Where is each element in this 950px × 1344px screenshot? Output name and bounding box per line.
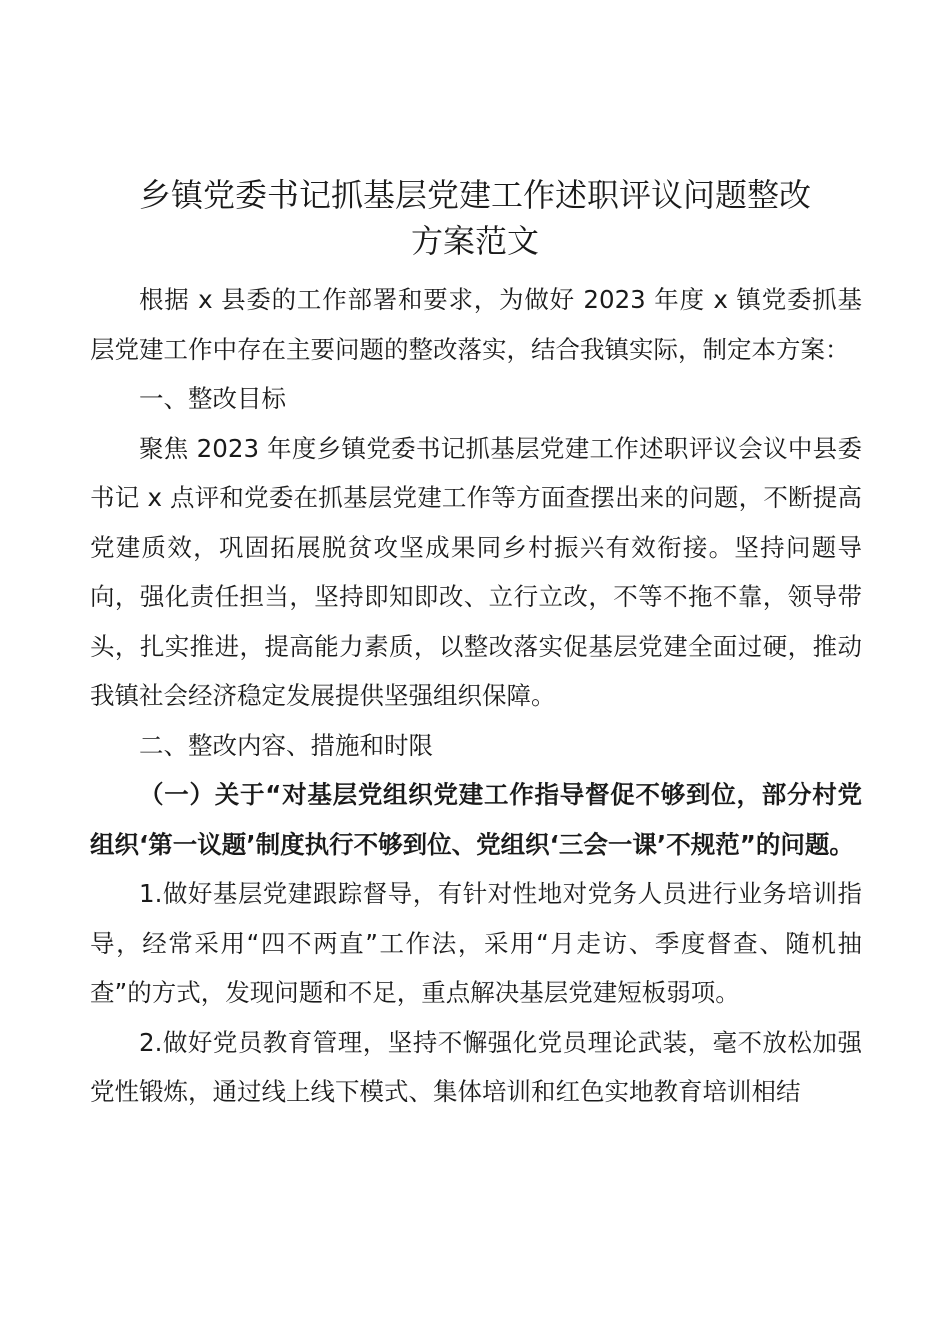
intro-paragraph: 根据 x 县委的工作部署和要求，为做好 2023 年度 x 镇党委抓基层党建工作中存在主要问题的整改落实，结合我镇实际，制定本方案： [90,285,862,364]
section-heading-goals: 一、整改目标 [139,384,286,413]
measure-paragraph-1: 1.做好基层党建跟踪督导，有针对性地对党务人员进行业务培训指导，经常采用“四不两直”工作法，采用“月走访、季度督查、随机抽查”的方式，发现问题和不足，重点解决基层党建短板弱项。 [90,879,862,1007]
measure-paragraph-2: 2.做好党员教育管理，坚持不懈强化党员理论武装，毫不放松加强党性锻炼，通过线上线下模式、集体培训和红色实地教育培训相结 [90,1027,862,1106]
subsection-heading-1: （一）关于“对基层党组织党建工作指导督促不够到位，部分村党组织‘第一议题’制度执行不够到位、党组织‘三会一课’不规范”的问题。 [90,780,862,859]
document-title [90,172,860,264]
goals-paragraph: 聚焦 2023 年度乡镇党委书记抓基层党建工作述职评议会议中县委书记 x 点评和党委在抓基层党建工作等方面查摆出来的问题，不断提高党建质效，巩固拓展脱贫攻坚成果同乡村振兴有效衔接。坚持问题导向，强化责任担当，坚持即知即改、立行立改，不等不拖不靠，领导带头，扎实推进，提高能力素质，以整改落实促基层党建全面过硬，推动我镇社会经济稳定发展提供坚强组织保障。 [90,433,862,710]
title-line-1: 乡镇党委书记抓基层党建工作述职评议问题整改 [138,176,811,214]
section-heading-content: 二、整改内容、措施和时限 [139,730,433,760]
title-line-2: 方案范文 [410,222,539,260]
document-body [90,275,862,1117]
